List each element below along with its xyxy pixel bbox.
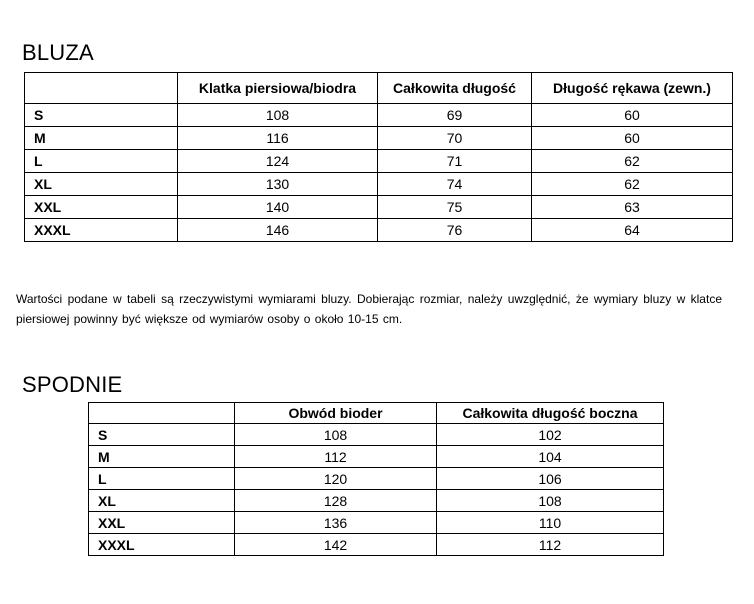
side-length-value: 110 [437, 512, 664, 534]
chest-hips-value: 146 [178, 219, 378, 242]
sleeve-length-value: 62 [532, 173, 733, 196]
side-length-column-header: Całkowita długość boczna [437, 403, 664, 424]
spodnie-size-table [88, 402, 664, 556]
chest-hips-value: 124 [178, 150, 378, 173]
hip-circumference-value: 120 [235, 468, 437, 490]
hip-circumference-value: 112 [235, 446, 437, 468]
total-length-value: 69 [378, 104, 532, 127]
total-length-value: 70 [378, 127, 532, 150]
size-label: S [25, 104, 178, 127]
side-length-value: 112 [437, 534, 664, 556]
chest-hips-value: 130 [178, 173, 378, 196]
side-length-value: 102 [437, 424, 664, 446]
side-length-value: 108 [437, 490, 664, 512]
table-row [89, 468, 664, 490]
sleeve-length-value: 62 [532, 150, 733, 173]
table-header-row [25, 73, 733, 104]
total-length-value: 76 [378, 219, 532, 242]
size-label: L [25, 150, 178, 173]
hip-circumference-value: 128 [235, 490, 437, 512]
bluza-size-table [24, 72, 733, 242]
size-label: XXL [25, 196, 178, 219]
size-label: XXXL [25, 219, 178, 242]
total-length-value: 71 [378, 150, 532, 173]
sleeve-length-value: 60 [532, 127, 733, 150]
table-row [89, 424, 664, 446]
table-row [25, 150, 733, 173]
size-label: S [89, 424, 235, 446]
sleeve-length-column-header: Długość rękawa (zewn.) [532, 73, 733, 104]
table-row [25, 173, 733, 196]
size-column-header [89, 403, 235, 424]
size-label: M [89, 446, 235, 468]
size-label: XL [25, 173, 178, 196]
table-row [89, 446, 664, 468]
chest-hips-value: 108 [178, 104, 378, 127]
size-label: M [25, 127, 178, 150]
spodnie-title: SPODNIE [22, 372, 123, 397]
size-column-header [25, 73, 178, 104]
table-row [89, 490, 664, 512]
table-row [25, 196, 733, 219]
total-length-value: 75 [378, 196, 532, 219]
hip-circumference-value: 108 [235, 424, 437, 446]
side-length-value: 104 [437, 446, 664, 468]
table-header-row [89, 403, 664, 424]
size-label: L [89, 468, 235, 490]
chest-hips-column-header: Klatka piersiowa/biodra [178, 73, 378, 104]
hip-circumference-column-header: Obwód bioder [235, 403, 437, 424]
sleeve-length-value: 60 [532, 104, 733, 127]
table-row [25, 104, 733, 127]
chest-hips-value: 140 [178, 196, 378, 219]
hip-circumference-value: 142 [235, 534, 437, 556]
hip-circumference-value: 136 [235, 512, 437, 534]
side-length-value: 106 [437, 468, 664, 490]
sleeve-length-value: 63 [532, 196, 733, 219]
size-label: XL [89, 490, 235, 512]
size-label: XXL [89, 512, 235, 534]
sizing-note: Wartości podane w tabeli są rzeczywistymi wymiarami bluzy. Dobierając rozmiar, należy uwzględnić, że wymiary bluzy w klatce piersiowej powinny być większe od wymiarów osoby o około 10-15 cm. [16, 292, 722, 326]
total-length-column-header: Całkowita długość [378, 73, 532, 104]
total-length-value: 74 [378, 173, 532, 196]
table-row [25, 127, 733, 150]
size-label: XXXL [89, 534, 235, 556]
sleeve-length-value: 64 [532, 219, 733, 242]
table-row [25, 219, 733, 242]
chest-hips-value: 116 [178, 127, 378, 150]
bluza-title: BLUZA [22, 40, 94, 65]
table-row [89, 534, 664, 556]
table-row [89, 512, 664, 534]
